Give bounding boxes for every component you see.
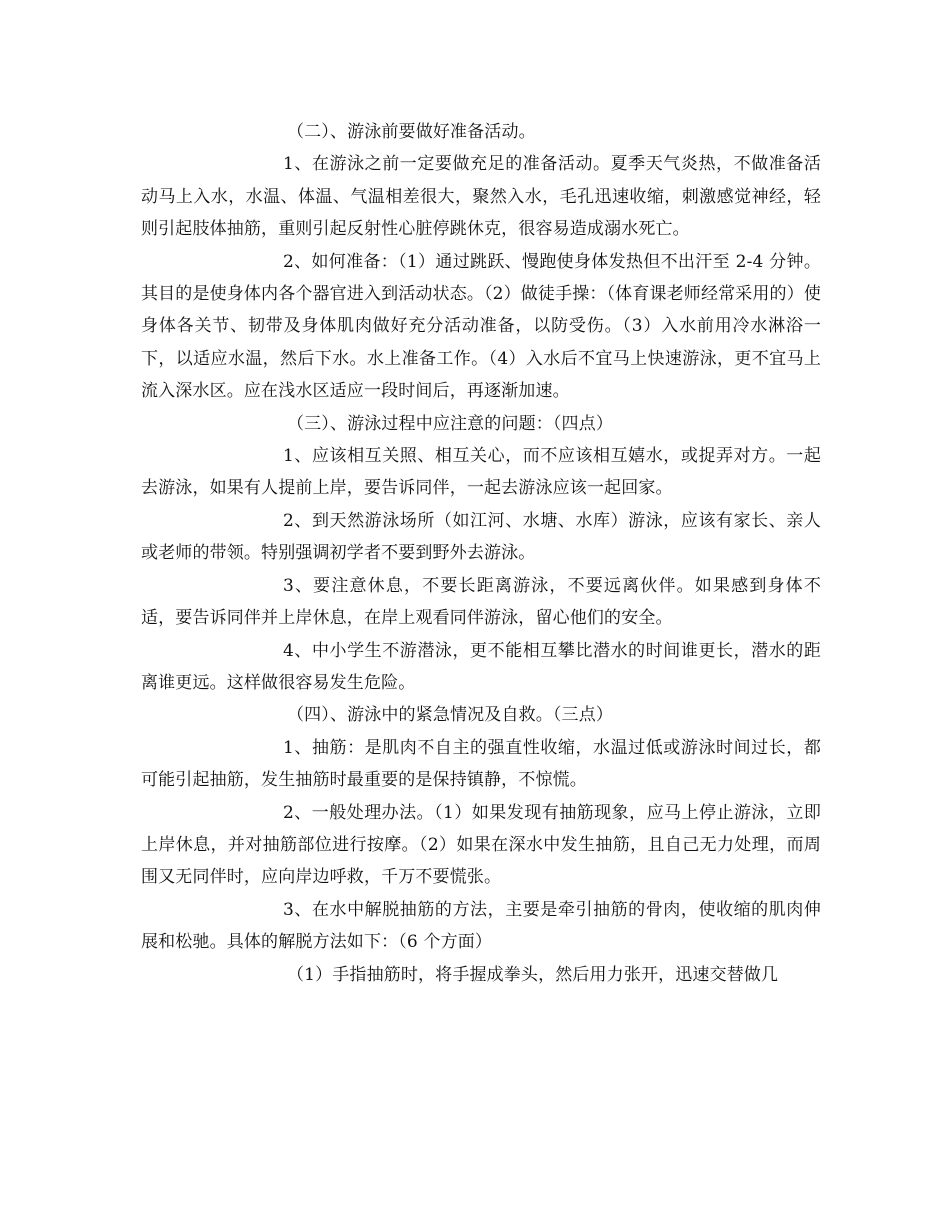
section-heading-4: （四）、游泳中的紧急情况及自救。（三点） <box>287 705 613 726</box>
paragraph-warmup-importance: 1、在游泳之前一定要做充足的准备活动。夏季天气炎热，不做准备活动马上入水，水温、体温、气温相差很大，聚然入水，毛孔迅速收缩，刺激感觉神经，轻则引起肢体抽筋，重则引起反射性心脏停跳休克，很容易造成溺水死亡。 <box>141 154 821 240</box>
section-heading-3: （三）、游泳过程中应注意的问题：（四点） <box>287 413 613 434</box>
paragraph-care-each-other: 1、应该相互关照、相互关心，而不应该相互嬉水，或捉弄对方。一起去游泳，如果有人提前上岸，要告诉同伴，一起去游泳应该一起回家。 <box>141 446 821 499</box>
paragraph-general-handling: 2、一般处理办法。（1）如果发现有抽筋现象，应马上停止游泳，立即上岸休息，并对抽筋部位进行按摩。（2）如果在深水中发生抽筋，且自己无力处理，而周围又无同伴时，应向岸边呼救，千万不要慌张。 <box>141 802 821 888</box>
paragraph-no-diving: 4、中小学生不游潜泳，更不能相互攀比潜水的时间谁更长，潜水的距离谁更远。这样做很容易发生危险。 <box>141 640 821 693</box>
paragraph-natural-venues: 2、到天然游泳场所（如江河、水塘、水库）游泳，应该有家长、亲人或老师的带领。特别强调初学者不要到野外去游泳。 <box>141 510 821 564</box>
paragraph-how-to-prepare: 2、如何准备：（1）通过跳跃、慢跑使身体发热但不出汗至 2-4 分钟。其目的是使身体内各个器官进入到活动状态。（2）做徒手操：（体育课老师经常采用的）使身体各关节、韧带及身体肌肉做好充分活动准备，以防受伤。（3）入水前用冷水淋浴一下，以适应水温，然后下水。水上准备工作。（4）入水后不宜马上快速游泳，更不宜马上流入深水区。应在浅水区适应一段时间后，再逐渐加速。 <box>141 251 821 402</box>
paragraph-finger-cramp: （1）手指抽筋时，将手握成拳头，然后用力张开，迅速交替做几 <box>287 964 779 985</box>
paragraph-release-method: 3、在水中解脱抽筋的方法，主要是牵引抽筋的骨肉，使收缩的肌肉伸展和松驰。具体的解脱方法如下：（6 个方面） <box>141 899 821 953</box>
paragraph-cramp-definition: 1、抽筋：是肌肉不自主的强直性收缩，水温过低或游泳时间过长，都可能引起抽筋，发生抽筋时最重要的是保持镇静，不惊慌。 <box>141 737 821 791</box>
section-heading-2: （二）、游泳前要做好准备活动。 <box>287 122 536 142</box>
document-body <box>141 116 821 991</box>
paragraph-rest: 3、要注意休息，不要长距离游泳，不要远离伙伴。如果感到身体不适，要告诉同伴并上岸休息，在岸上观看同伴游泳，留心他们的安全。 <box>141 575 821 629</box>
